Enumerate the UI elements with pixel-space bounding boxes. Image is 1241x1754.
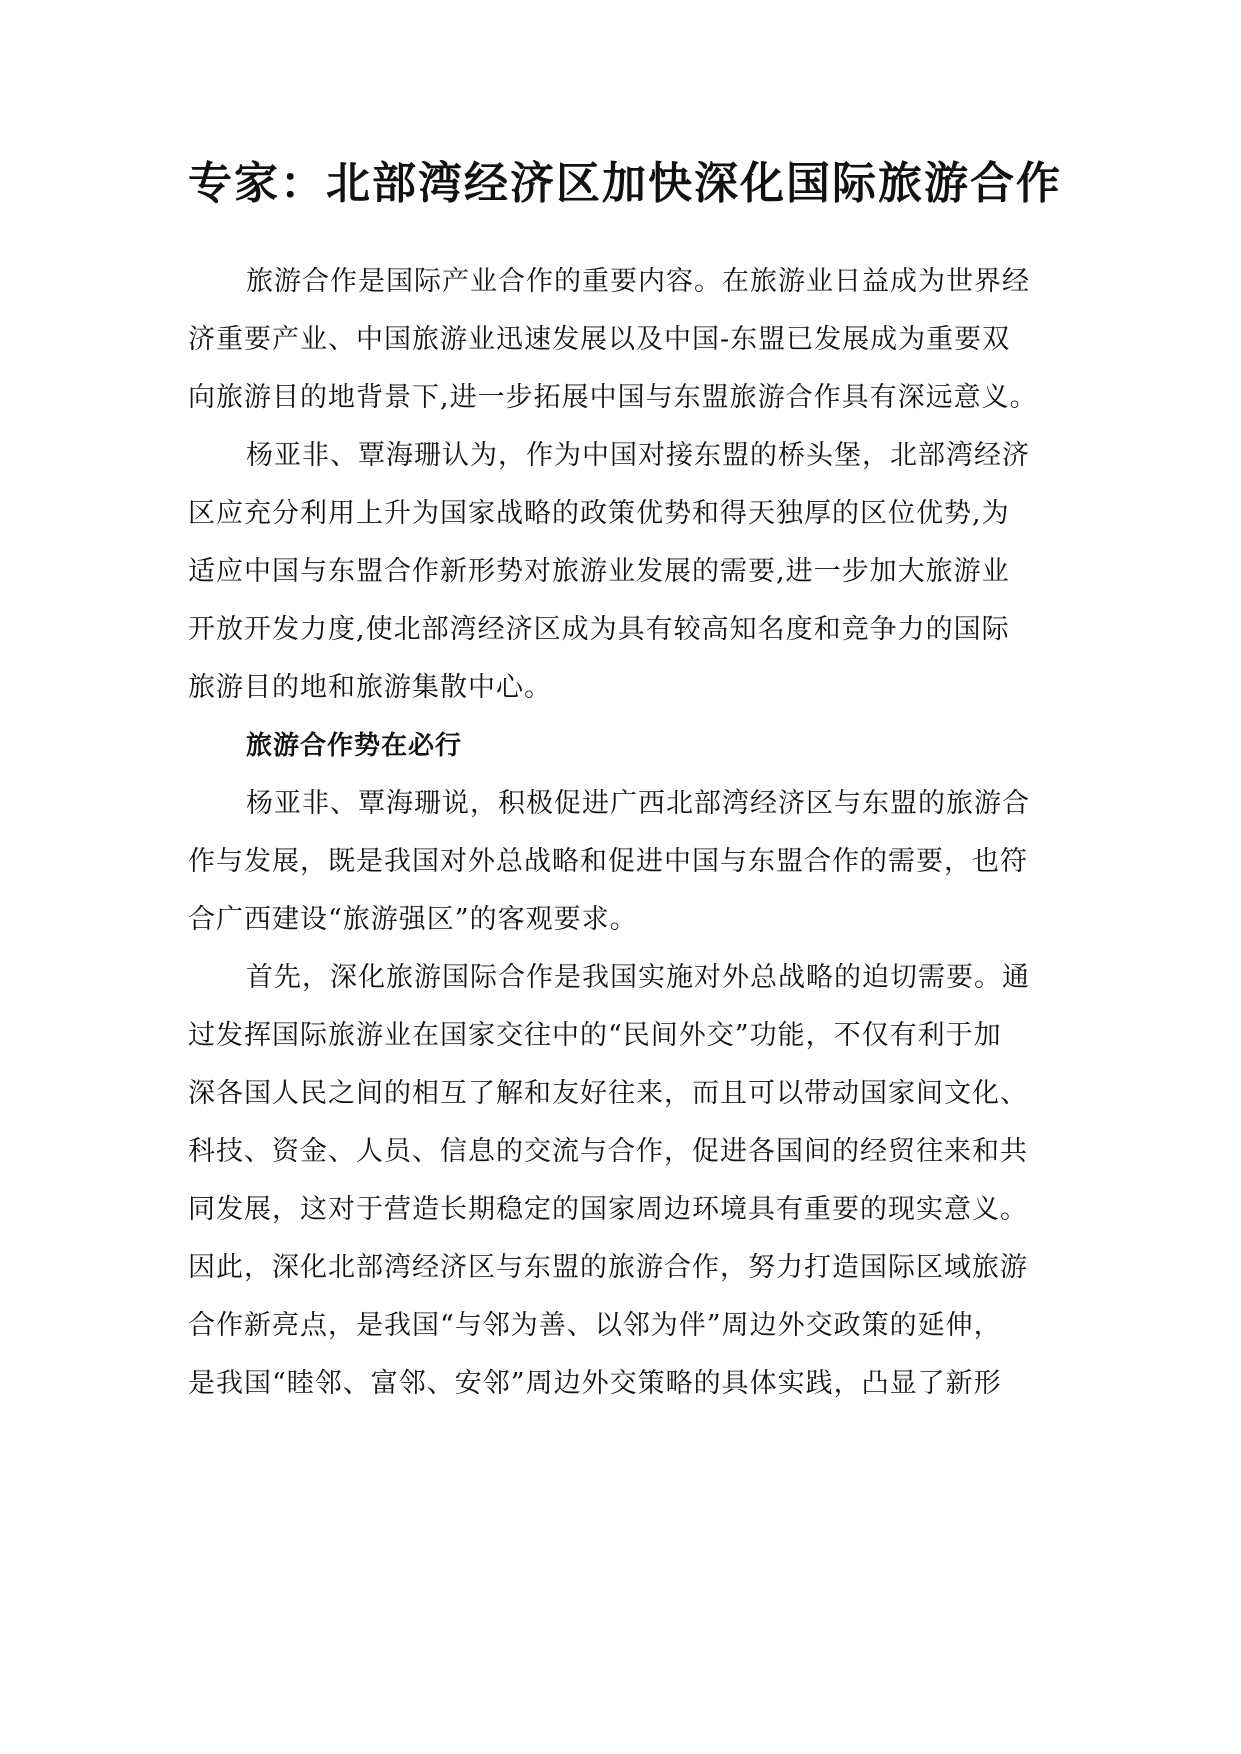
page-title: 专家：北部湾经济区加快深化国际旅游合作 (188, 158, 1062, 209)
paragraph-3-line-2: 作与发展，既是我国对外总战略和促进中国与东盟合作的需要，也符 (188, 846, 1028, 877)
section-heading: 旅游合作势在必行 (246, 731, 463, 761)
paragraph-2-line-1: 杨亚非、覃海珊认为，作为中国对接东盟的桥头堡，北部湾经济 (246, 440, 1030, 471)
paragraph-2-line-5: 旅游目的地和旅游集散中心。 (188, 672, 552, 703)
paragraph-2-line-2: 区应充分利用上升为国家战略的政策优势和得天独厚的区位优势,为 (188, 498, 1010, 529)
paragraph-4-line-6: 因此，深化北部湾经济区与东盟的旅游合作，努力打造国际区域旅游 (188, 1252, 1028, 1283)
paragraph-4-line-5: 同发展，这对于营造长期稳定的国家周边环境具有重要的现实意义。 (188, 1194, 1028, 1225)
paragraph-4-line-8: 是我国“睦邻、富邻、安邻”周边外交策略的具体实践，凸显了新形 (188, 1368, 1002, 1399)
paragraph-3-line-1: 杨亚非、覃海珊说，积极促进广西北部湾经济区与东盟的旅游合 (246, 788, 1030, 819)
paragraph-1-line-1: 旅游合作是国际产业合作的重要内容。在旅游业日益成为世界经 (246, 266, 1030, 297)
paragraph-2-line-4: 开放开发力度,使北部湾经济区成为具有较高知名度和竞争力的国际 (188, 614, 1010, 645)
paragraph-4-line-7: 合作新亮点，是我国“与邻为善、以邻为伴”周边外交政策的延伸， (188, 1310, 1002, 1341)
paragraph-2-line-3: 适应中国与东盟合作新形势对旅游业发展的需要,进一步加大旅游业 (188, 556, 1010, 587)
paragraph-4-line-2: 过发挥国际旅游业在国家交往中的“民间外交”功能，不仅有利于加 (188, 1020, 1002, 1051)
paragraph-4-line-4: 科技、资金、人员、信息的交流与合作，促进各国间的经贸往来和共 (188, 1136, 1028, 1167)
paragraph-4-line-1: 首先，深化旅游国际合作是我国实施对外总战略的迫切需要。通 (246, 962, 1030, 993)
paragraph-1-line-2: 济重要产业、中国旅游业迅速发展以及中国-东盟已发展成为重要双 (188, 324, 1011, 355)
paragraph-1-line-3: 向旅游目的地背景下,进一步拓展中国与东盟旅游合作具有深远意义。 (188, 382, 1038, 413)
paragraph-3-line-3: 合广西建设“旅游强区”的客观要求。 (188, 904, 638, 935)
paragraph-4-line-3: 深各国人民之间的相互了解和友好往来，而且可以带动国家间文化、 (188, 1078, 1028, 1109)
